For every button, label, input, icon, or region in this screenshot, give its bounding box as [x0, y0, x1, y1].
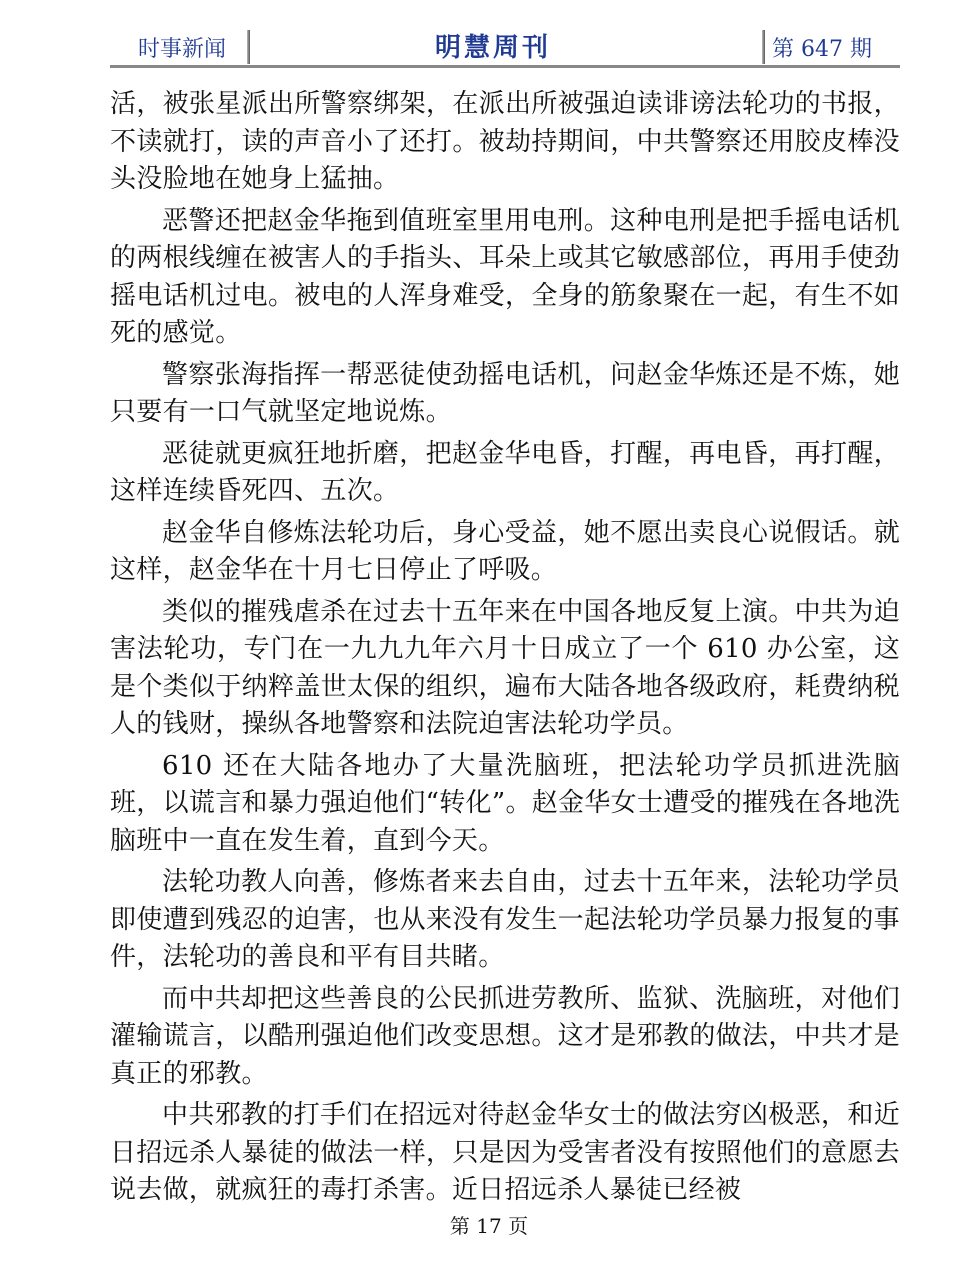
paragraph: 警察张海指挥一帮恶徒使劲摇电话机，问赵金华炼还是不炼，她只要有一口气就坚定地说炼。: [110, 359, 900, 427]
paragraph: 中共邪教的打手们在招远对待赵金华女士的做法穷凶极恶，和近日招远杀人暴徒的做法一样，只是因为受害者没有按照他们的意愿去说去做，就疯狂的毒打杀害。近日招远杀人暴徒已经被: [110, 1100, 900, 1205]
section-label: 时事新闻: [138, 37, 227, 62]
header-rule: [110, 65, 900, 68]
header-divider-left: [247, 30, 250, 64]
paragraph: 恶警还把赵金华拖到值班室里用电刑。这种电刑是把手摇电话机的两根线缠在被害人的手指头、耳朵上或其它敏感部位，再用手使劲摇电话机过电。被电的人浑身难受，全身的筋象聚在一起，有生不如死的感觉。: [110, 205, 900, 348]
article-body: [110, 86, 900, 1214]
paragraph: 而中共却把这些善良的公民抓进劳教所、监狱、洗脑班，对他们灌输谎言，以酷刑强迫他们改变思想。这才是邪教的做法，中共才是真正的邪教。: [110, 983, 900, 1089]
paragraph: 赵金华自修炼法轮功后，身心受益，她不愿出卖良心说假话。就这样，赵金华在十月七日停止了呼吸。: [110, 517, 900, 585]
masthead-title: 明慧周刊: [435, 33, 552, 63]
issue-number: 第 647 期: [772, 37, 872, 62]
paragraph: 610 还在大陆各地办了大量洗脑班，把法轮功学员抓进洗脑班，以谎言和暴力强迫他们“转化”。赵金华女士遭受的摧残在各地洗脑班中一直在发生着，直到今天。: [110, 750, 900, 856]
paragraph: 法轮功教人向善，修炼者来去自由，过去十五年来，法轮功学员即使遭到残忍的迫害，也从来没有发生一起法轮功学员暴力报复的事件，法轮功的善良和平有目共睹。: [110, 867, 900, 972]
header-divider-right: [762, 30, 765, 64]
page-number: 第 17 页: [449, 1214, 529, 1238]
paragraph: 类似的摧残虐杀在过去十五年来在中国各地反复上演。中共为迫害法轮功，专门在一九九九年六月十日成立了一个 610 办公室，这是个类似于纳粹盖世太保的组织，遍布大陆各地各级政府，耗费纳税人的钱财，操纵各地警察和法院迫害法轮功学员。: [110, 596, 900, 739]
paragraph: 活，被张星派出所警察绑架，在派出所被强迫读诽谤法轮功的书报，不读就打，读的声音小了还打。被劫持期间，中共警察还用胶皮棒没头没脸地在她身上猛抽。: [110, 89, 900, 194]
paragraph: 恶徒就更疯狂地折磨，把赵金华电昏，打醒，再电昏，再打醒，这样连续昏死四、五次。: [110, 438, 900, 506]
page-header: [110, 26, 900, 66]
